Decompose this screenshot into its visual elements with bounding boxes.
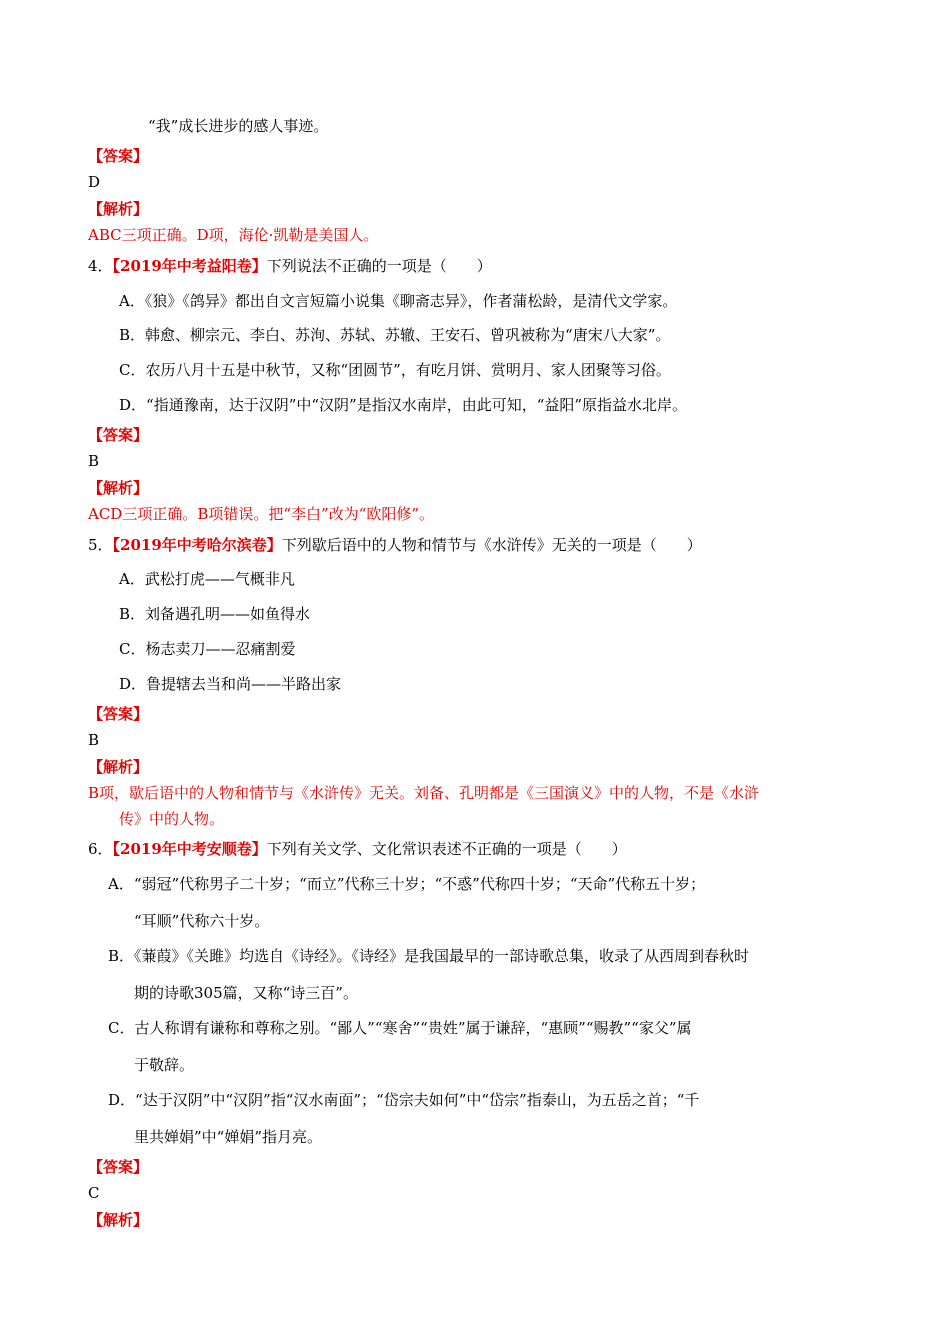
q6-option-a-line-1: A．“弱冠”代称男子二十岁；“而立”代称三十岁；“不惑”代称四十岁；“天命”代称五十岁； [108, 875, 706, 893]
q6-stem: 下列有关文学、文化常识表述不正确的一项是（ ） [266, 840, 627, 858]
q3-analysis-label: 【解析】 [88, 200, 149, 218]
q3-answer-label: 【答案】 [88, 147, 149, 165]
q4-option-a: A．《狼》《鸽异》都出自文言短篇小说集《聊斋志异》，作者蒲松龄，是清代文学家。 [119, 292, 678, 310]
q3-answer-value: D [88, 173, 101, 191]
intro-tail-text: “我”成长进步的感人事迹。 [148, 117, 329, 135]
q6-option-a-line-2: “耳顺”代称六十岁。 [134, 912, 270, 930]
q3-analysis-text: ABC三项正确。D项，海伦·凯勒是美国人。 [88, 226, 379, 244]
q4-number: 4． [88, 257, 113, 275]
q5-analysis-label: 【解析】 [88, 758, 149, 776]
q6-answer-value: C [88, 1184, 100, 1202]
q6-source: 【2019年中考安顺卷】 [112, 840, 267, 858]
q6-heading [88, 839, 627, 859]
q5-answer-label: 【答案】 [88, 705, 149, 723]
q4-answer-label: 【答案】 [88, 426, 149, 444]
q5-source: 【2019年中考哈尔滨卷】 [112, 536, 282, 554]
q6-option-c-line-2: 于敬辞。 [134, 1056, 195, 1074]
q4-answer-value: B [88, 452, 100, 470]
q6-option-b-line-1: B．《蒹葭》《关雎》均选自《诗经》。《诗经》是我国最早的一部诗歌总集，收录了从西周到春秋时 [108, 947, 750, 965]
q5-answer-value: B [88, 731, 100, 749]
q6-option-b-line-2: 期的诗歌305篇，又称“诗三百”。 [134, 984, 358, 1002]
q4-heading [88, 256, 492, 276]
q4-analysis-label: 【解析】 [88, 479, 149, 497]
q6-analysis-label: 【解析】 [88, 1211, 149, 1229]
q4-stem: 下列说法不正确的一项是（ ） [266, 257, 492, 275]
q5-heading [88, 535, 702, 555]
q5-option-b: B．刘备遇孔明——如鱼得水 [119, 605, 311, 623]
q5-analysis-line-1: B项，歇后语中的人物和情节与《水浒传》无关。刘备、孔明都是《三国演义》中的人物，不是《水浒 [88, 784, 760, 802]
q6-option-d-line-2: 里共婵娟”中“婵娟”指月亮。 [134, 1128, 323, 1146]
q4-source: 【2019年中考益阳卷】 [112, 257, 267, 275]
q5-option-a: A．武松打虎——气概非凡 [119, 570, 295, 588]
q5-number: 5． [88, 536, 113, 554]
q4-option-d: D．“指通豫南，达于汉阴”中“汉阴”是指汉水南岸，由此可知，“益阳”原指益水北岸。 [119, 396, 688, 414]
q5-option-d: D．鲁提辖去当和尚——半路出家 [119, 675, 342, 693]
q5-analysis-line-2: 传》中的人物。 [119, 810, 225, 828]
q5-option-c: C．杨志卖刀——忍痛割爱 [119, 640, 296, 658]
q6-option-d-line-1: D．“达于汉阴”中“汉阴”指“汉水南面”；“岱宗夫如何”中“岱宗”指泰山，为五岳之首；“千 [108, 1091, 700, 1109]
q6-option-c-line-1: C．古人称谓有谦称和尊称之别。“鄙人”“寒舍”“贵姓”属于谦辞，“惠顾”“赐教”“家父”属 [108, 1019, 692, 1037]
q4-option-c: C．农历八月十五是中秋节，又称“团圆节”，有吃月饼、赏明月、家人团聚等习俗。 [119, 361, 671, 379]
q5-stem: 下列歇后语中的人物和情节与《水浒传》无关的一项是（ ） [281, 536, 702, 554]
q4-analysis-text: ACD三项正确。B项错误。把“李白”改为“欧阳修”。 [88, 505, 435, 523]
q4-option-b: B．韩愈、柳宗元、李白、苏洵、苏轼、苏辙、王安石、曾巩被称为“唐宋八大家”。 [119, 326, 671, 344]
q6-answer-label: 【答案】 [88, 1158, 149, 1176]
q6-number: 6． [88, 840, 113, 858]
